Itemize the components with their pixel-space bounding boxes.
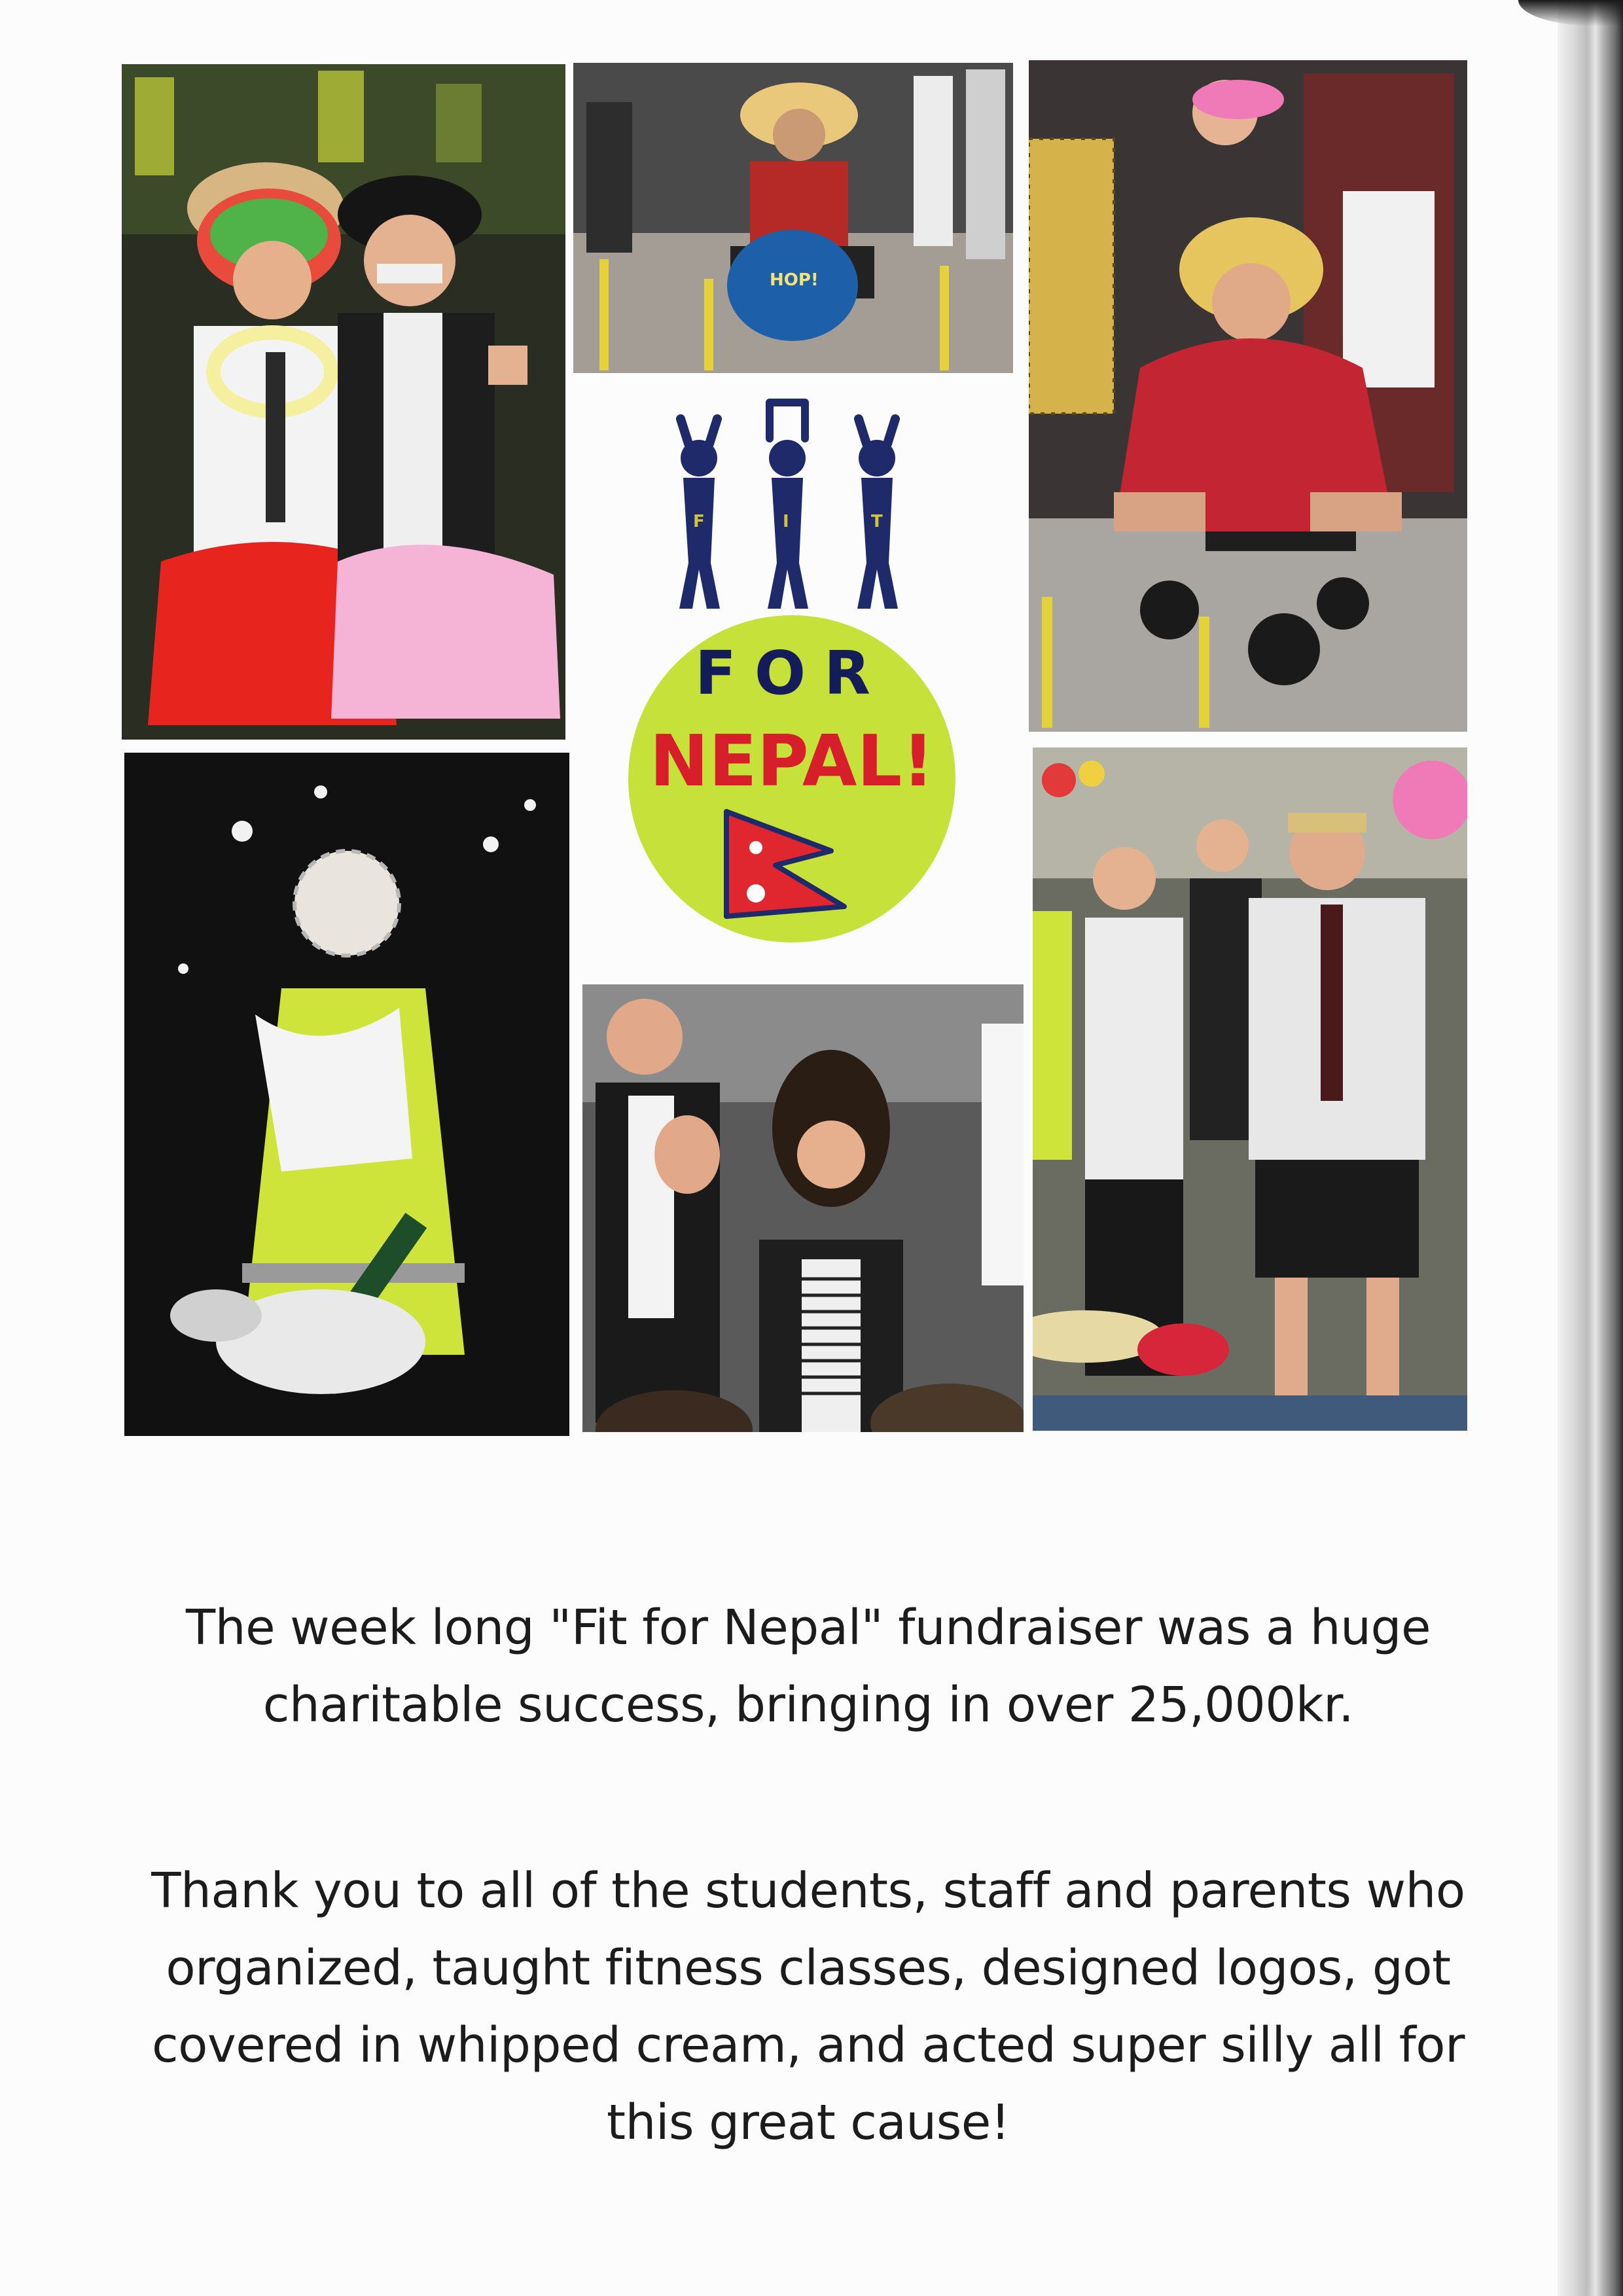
photo-costumed-teachers (122, 64, 565, 740)
fit-for-nepal-logo (615, 393, 982, 942)
photo-hopper-ball-race (573, 63, 1013, 373)
fundraiser-summary-text: The week long "Fit for Nepal" fundraiser was a huge charitable success, bringing in over 25,000kr. (185, 1600, 1431, 1733)
figure-letter-i: I (783, 512, 789, 531)
photo-dance-line (1033, 747, 1467, 1431)
figure-right (857, 419, 898, 609)
photo-applause-ceremony (582, 984, 1024, 1432)
photo-tricycle-race (1029, 60, 1467, 732)
logo-text-for: FOR (695, 638, 889, 708)
figure-middle (768, 403, 808, 609)
book-binding-edge (1558, 0, 1623, 2296)
photo-whipped-cream (124, 753, 569, 1436)
binding-shadow (1518, 0, 1623, 26)
ball-text: HOP! (770, 270, 819, 290)
figure-letter-t: T (871, 512, 883, 531)
thank-you-text: Thank you to all of the students, staff and parents who organized, taught fitness classes, designed logos, got covered in whipped cream, and acted super silly all for this great cause! (151, 1863, 1465, 2151)
figure-letter-f: F (693, 512, 705, 531)
figure-left (679, 419, 720, 609)
logo-text-nepal: NEPAL! (649, 721, 935, 802)
